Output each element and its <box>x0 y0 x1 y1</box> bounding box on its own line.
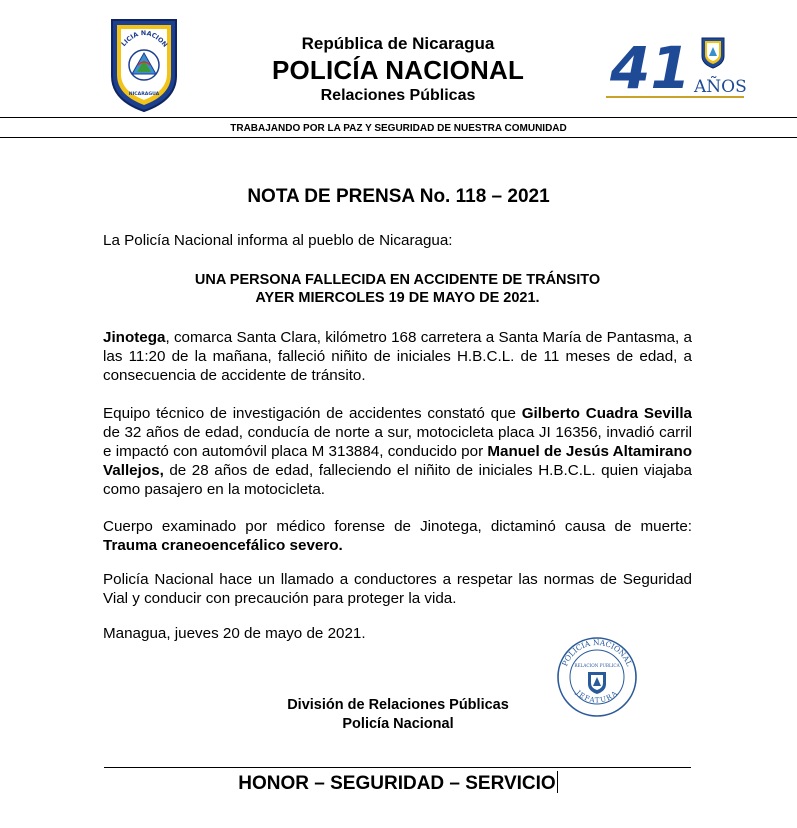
intro-text: La Policía Nacional informa al pueblo de Nicaragua: <box>103 232 453 249</box>
paragraph-2-text-c: de 28 años de edad, falleciendo el niñito de iniciales H.B.C.L. quien viajaba como pasajero en la motocicleta. <box>103 462 692 498</box>
signature-institution: Policía Nacional <box>342 716 454 732</box>
location-bold: Jinotega <box>103 329 166 346</box>
paragraph-2 <box>103 404 692 499</box>
driver-2-name: Manuel de Jesús Altamirano Vallejos, <box>103 443 692 479</box>
paragraph-2-text-a: Equipo técnico de investigación de accidentes constató que <box>103 405 522 422</box>
police-badge-logo <box>106 16 182 114</box>
paragraph-1 <box>103 328 692 385</box>
cause-of-death: Trauma craneoencefálico severo. <box>103 537 343 554</box>
headline-line-2: AYER MIERCOLES 19 DE MAYO DE 2021. <box>255 290 540 306</box>
badge-top-text: LICIA NACION <box>119 28 170 49</box>
driver-1-name: Gilberto Cuadra Sevilla <box>521 405 692 422</box>
anniversary-logo <box>604 32 749 102</box>
paragraph-3 <box>103 517 692 555</box>
header-motto: TRABAJANDO POR LA PAZ Y SEGURIDAD DE NUESTRA COMUNIDAD <box>230 123 567 134</box>
badge-bottom-text: NICARAGUA <box>128 92 160 97</box>
footer-motto: HONOR – SEGURIDAD – SERVICIO <box>238 773 556 794</box>
paragraph-4-text: Policía Nacional hace un llamado a conductores a respetar las normas de Seguridad Vial y conducir con precaución para proteger la vida. <box>103 571 692 607</box>
paragraph-4 <box>103 570 692 608</box>
header-divider-bottom <box>0 137 797 138</box>
headline <box>103 271 692 307</box>
country-name: República de Nicaragua <box>301 34 495 53</box>
paragraph-2-text-b: de 32 años de edad, conducía de norte a sur, motocicleta placa JI 16356, invadió carril e impactó con automóvil placa M 313884, conducido por <box>103 424 692 460</box>
press-note-title: NOTA DE PRENSA No. 118 – 2021 <box>247 186 550 207</box>
signature-division: División de Relaciones Públicas <box>287 697 509 713</box>
official-stamp <box>555 635 639 719</box>
headline-line-1: UNA PERSONA FALLECIDA EN ACCIDENTE DE TRÁNSITO <box>194 272 601 288</box>
institution-name: POLICÍA NACIONAL <box>271 55 525 85</box>
anniversary-word: AÑOS <box>694 77 747 97</box>
date-line: Managua, jueves 20 de mayo de 2021. <box>103 625 366 642</box>
department-name: Relaciones Públicas <box>320 87 476 104</box>
stamp-top-text: POLICIA NACIONAL <box>560 637 634 668</box>
intro-paragraph <box>103 231 692 250</box>
paragraph-1-text: , comarca Santa Clara, kilómetro 168 carretera a Santa María de Pantasma, a las 11:20 de la mañana, falleció niñito de iniciales H.B.C.L. de 11 meses de edad, a consecuencia de accidente de tránsito. <box>103 329 692 384</box>
header-divider-top <box>0 117 797 118</box>
footer-divider <box>104 767 691 768</box>
stamp-middle-text: RELACION PUBLICA <box>574 663 620 668</box>
footer-motto-container <box>180 771 616 795</box>
anniversary-number: 41 <box>610 34 691 102</box>
text-cursor <box>557 771 558 793</box>
stamp-bottom-text: JEFATURA <box>574 688 620 705</box>
paragraph-3-text: Cuerpo examinado por médico forense de Jinotega, dictaminó causa de muerte: <box>103 518 692 535</box>
